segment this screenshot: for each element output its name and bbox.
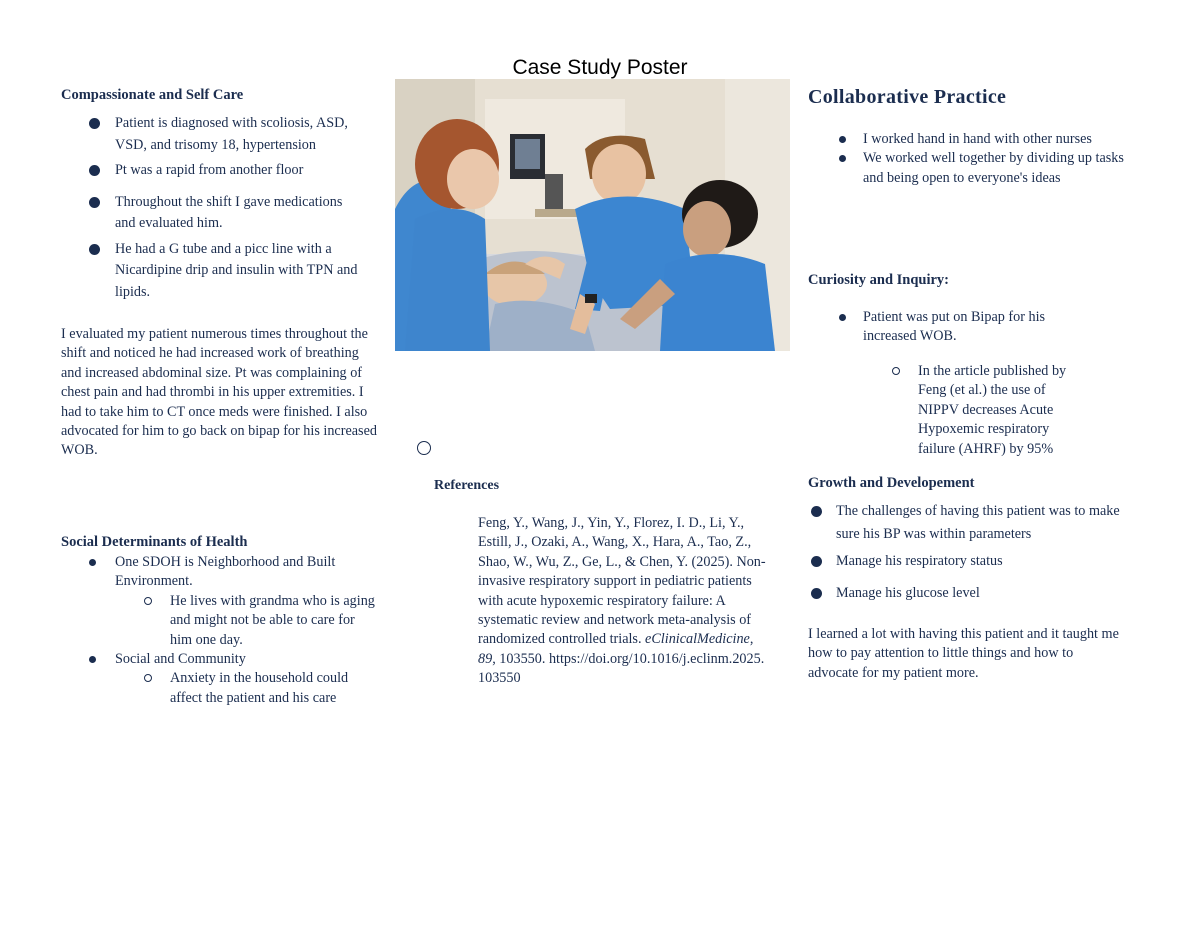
collaborative-list: [836, 130, 1136, 188]
growth-list: [808, 500, 1138, 605]
circle-bullet-icon: [144, 597, 152, 605]
list-item: Pt was a rapid from another floor: [88, 160, 378, 182]
bullet-icon: [839, 314, 846, 321]
circle-bullet-icon: [417, 441, 431, 455]
bullet-icon: [811, 588, 822, 599]
growth-heading: Growth and Developement: [808, 475, 975, 491]
bullet-icon: [89, 118, 100, 129]
bullet-icon: [839, 155, 846, 162]
reference-citation: Feng, Y., Wang, J., Yin, Y., Florez, I. D., Li, Y., Estill, J., Ozaki, A., Wang, X., Hara, A., Tao, Z., Shao, W., Wu, Z., Ge, L., & Chen, Y. (2025). Non-invasive respiratory support in pediatric patients with acute hypoxemic respiratory failure: A systematic review and network meta-analysis of randomized controlled trials. eClinicalMedicine, 89, 103550. https://doi.org/10.1016/j.eclinm.2025.103550: [478, 515, 766, 687]
sub-list-item: Anxiety in the household could affect the patient and his care: [88, 669, 360, 708]
bullet-icon: [89, 656, 96, 663]
journal-name: eClinicalMedicine: [645, 631, 750, 648]
compassionate-heading: Compassionate and Self Care: [61, 87, 244, 103]
list-item: He had a G tube and a picc line with a Nicardipine drip and insulin with TPN and lipids.: [88, 239, 378, 304]
circle-bullet-icon: [144, 674, 152, 682]
bullet-icon: [839, 136, 846, 143]
bullet-icon: [811, 506, 822, 517]
bullet-icon: [89, 165, 100, 176]
list-item: We worked well together by dividing up tasks and being open to everyone's ideas: [836, 149, 1136, 188]
list-item: One SDOH is Neighborhood and Built Environment.: [88, 553, 345, 592]
bullet-icon: [89, 559, 96, 566]
sdoh-heading: Social Determinants of Health: [61, 534, 248, 550]
journal-volume: 89: [478, 650, 493, 667]
compassionate-paragraph: I evaluated my patient numerous times throughout the shift and noticed he had increased work of breathing and increased abdominal size. Pt was complaining of chest pain and had thrombi in his upper extremities. I had to take him to CT once meds were finished. I also advocated for him to go back on bipap for his increased WOB.: [61, 326, 377, 459]
poster-title: Case Study Poster: [512, 56, 688, 79]
curiosity-heading: Curiosity and Inquiry:: [808, 272, 950, 288]
sdoh-list: [88, 553, 378, 708]
circle-bullet-icon: [892, 367, 900, 375]
list-item: Patient was put on Bipap for his increased WOB.: [836, 308, 1093, 347]
list-item: Throughout the shift I gave medications and evaluated him.: [88, 192, 345, 235]
list-item: Patient is diagnosed with scoliosis, ASD, VSD, and trisomy 18, hypertension: [88, 113, 378, 156]
list-item: Manage his glucose level: [808, 582, 1138, 605]
collaborative-heading: Collaborative Practice: [808, 86, 1007, 108]
list-item: The challenges of having this patient was to make sure his BP was within parameters: [808, 500, 1136, 546]
list-item: Manage his respiratory status: [808, 550, 1138, 573]
doi-link[interactable]: https://doi.org/10.1016/j.eclinm.2025.103550: [478, 650, 765, 687]
sub-list-item: He lives with grandma who is aging and might not be able to care for him one day.: [88, 592, 378, 650]
bullet-icon: [89, 197, 100, 208]
compassionate-list: [88, 113, 378, 303]
nursing-students-photo: [395, 79, 790, 351]
list-item: I worked hand in hand with other nurses: [836, 130, 1136, 149]
growth-paragraph: I learned a lot with having this patient and it taught me how to pay attention to little things and how to advocate for my patient more.: [808, 626, 1119, 681]
references-heading: References: [434, 478, 500, 493]
bullet-icon: [811, 556, 822, 567]
list-item: Social and Community: [88, 650, 378, 669]
sub-list-item: In the article published by Feng (et al.) the use of NIPPV decreases Acute Hypoxemic respiratory failure (AHRF) by 95%: [891, 362, 1078, 459]
bullet-icon: [89, 244, 100, 255]
